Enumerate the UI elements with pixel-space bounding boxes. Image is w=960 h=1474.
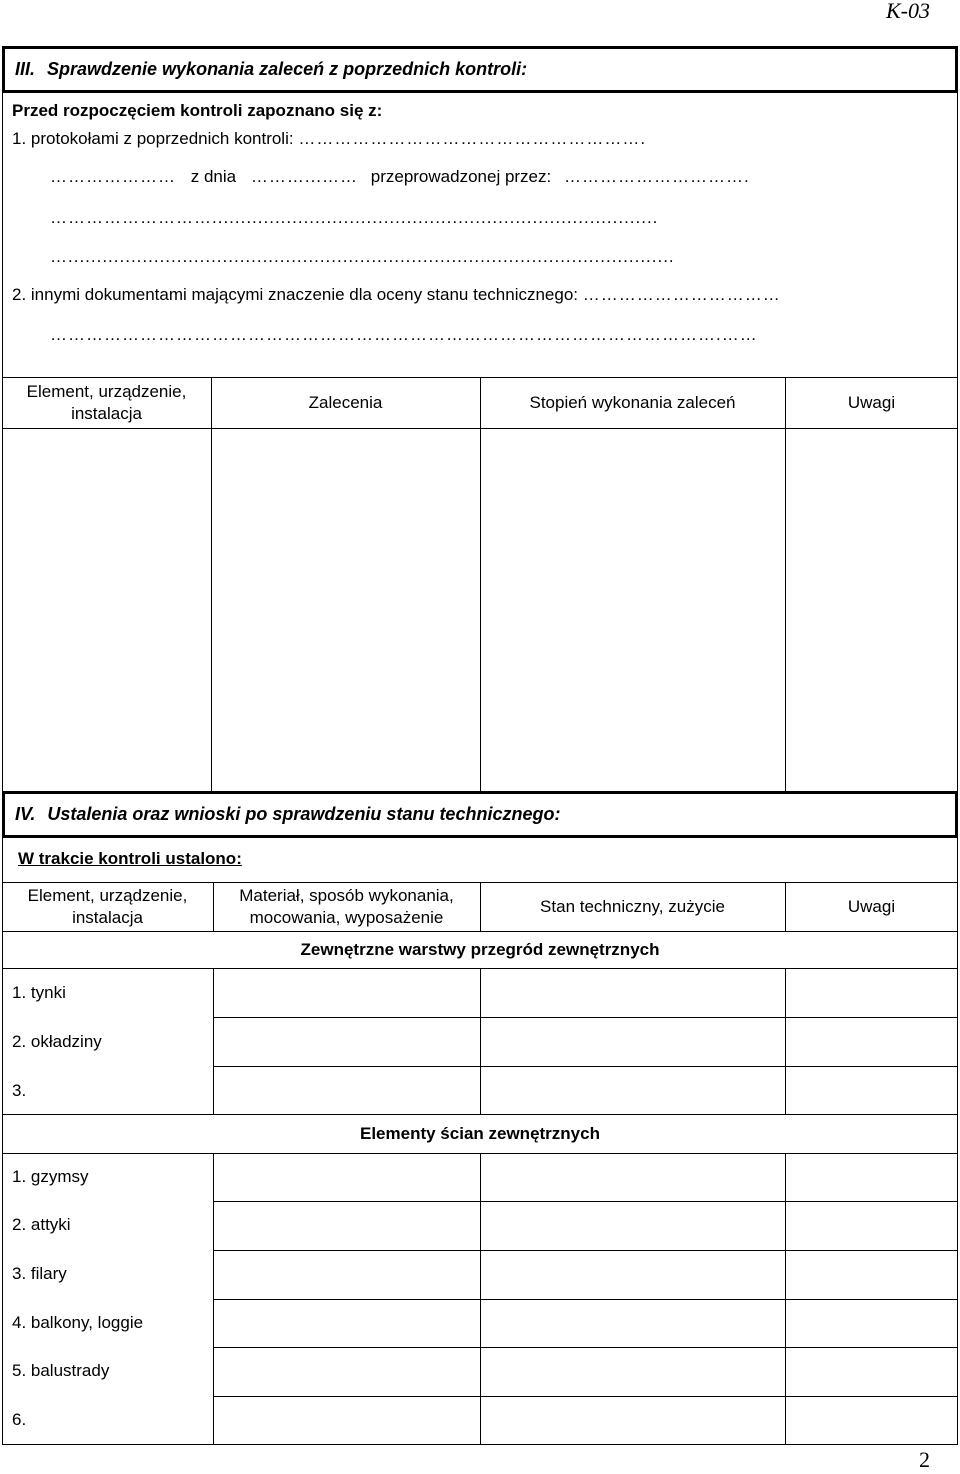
report-number-dots[interactable]: ………………… — [50, 167, 176, 186]
list-item: 4. balkony, loggie — [12, 1313, 144, 1332]
item-2-label: 2. innymi dokumentami mającymi znaczenie dla oceny stanu technicznego: — [12, 285, 579, 304]
fill-line-4[interactable]: ….......................................................................................................... — [50, 247, 675, 266]
section-3-header — [2, 46, 958, 93]
group-2-row-divider-1 — [213, 1201, 958, 1202]
section-4-number: IV. — [15, 804, 36, 824]
table-4-header-material: Materiał, sposób wykonania, mocowania, wyposażenie — [239, 886, 454, 927]
group-2-row-divider-3 — [213, 1299, 958, 1300]
date-dots[interactable]: ………...…… — [250, 167, 359, 186]
item-1-fill-dots[interactable]: …………………………………………………. — [298, 129, 647, 148]
list-item: 1. tynki — [12, 983, 66, 1002]
table-3-header-element: Element, urządzenie, instalacja — [26, 381, 187, 423]
section-4-header — [2, 791, 958, 838]
group-1-col-divider-2 — [480, 968, 481, 1114]
group-1-col-divider-1 — [213, 968, 214, 1114]
item-2 — [12, 285, 781, 305]
section-3-title: Sprawdzenie wykonania zaleceń z poprzednich kontroli: — [47, 59, 528, 79]
list-item: 3. — [12, 1081, 27, 1100]
fill-line-6[interactable]: ………………………………………………………………………………………………….…… — [50, 325, 758, 344]
list-item: 2. okładziny — [12, 1032, 102, 1051]
table-3-header-uwagi: Uwagi — [847, 392, 896, 412]
inspector-dots[interactable]: …………………………. — [563, 167, 750, 186]
list-item: 1. gzymsy — [12, 1167, 89, 1186]
group-1-col-divider-3 — [785, 968, 786, 1114]
table-3-cell-stopien[interactable] — [481, 429, 784, 791]
table-3-cell-zalecenia[interactable] — [212, 429, 479, 791]
table-3-header-stopien: Stopień wykonania zaleceń — [529, 392, 736, 412]
table-4-bottom-border — [2, 1444, 958, 1445]
table-3-header-zalecenia: Zalecenia — [308, 392, 383, 412]
table-4-header-stan: Stan techniczny, zużycie — [540, 897, 725, 916]
section-4-title: Ustalenia oraz wnioski po sprawdzeniu stanu technicznego: — [47, 804, 561, 824]
table-3-cell-element[interactable] — [3, 429, 210, 791]
group-2-title: Elementy ścian zewnętrznych — [360, 1124, 600, 1143]
page-number: 2 — [919, 1447, 930, 1472]
list-item: 2. attyki — [12, 1215, 71, 1234]
przeprowadzonej-label: przeprowadzonej przez: — [370, 167, 552, 186]
item-2-fill-dots[interactable]: …………………………… — [582, 285, 781, 304]
group-1-row-divider-2 — [213, 1066, 958, 1067]
table-4-header-uwagi: Uwagi — [847, 897, 896, 916]
z-dnia-label: z dnia — [190, 167, 237, 186]
table-3-cell-uwagi[interactable] — [786, 429, 957, 791]
list-item: 6. — [12, 1410, 27, 1429]
item-1-label: 1. protokołami z poprzednich kontroli: — [12, 129, 294, 148]
item-1 — [12, 129, 646, 149]
group-1-row-divider-1 — [213, 1017, 958, 1018]
section-4-subtitle: W trakcie kontroli ustalono: — [18, 849, 242, 868]
list-item: 3. filary — [12, 1264, 67, 1283]
group-2-row-divider-2 — [213, 1250, 958, 1251]
item-1-details — [50, 167, 750, 187]
document-code: K-03 — [886, 0, 930, 23]
fill-line-3[interactable]: ……………………….............................................................................. — [50, 208, 659, 227]
group-2-row-divider-4 — [213, 1347, 958, 1348]
table-4-header-element: Element, urządzenie, instalacja — [27, 886, 188, 927]
section-3-number: III. — [15, 59, 36, 79]
section-3-intro: Przed rozpoczęciem kontroli zapoznano się z: — [12, 101, 383, 120]
list-item: 5. balustrady — [12, 1361, 110, 1380]
group-1-title: Zewnętrzne warstwy przegród zewnętrznych — [300, 940, 660, 959]
group-2-row-divider-5 — [213, 1396, 958, 1397]
